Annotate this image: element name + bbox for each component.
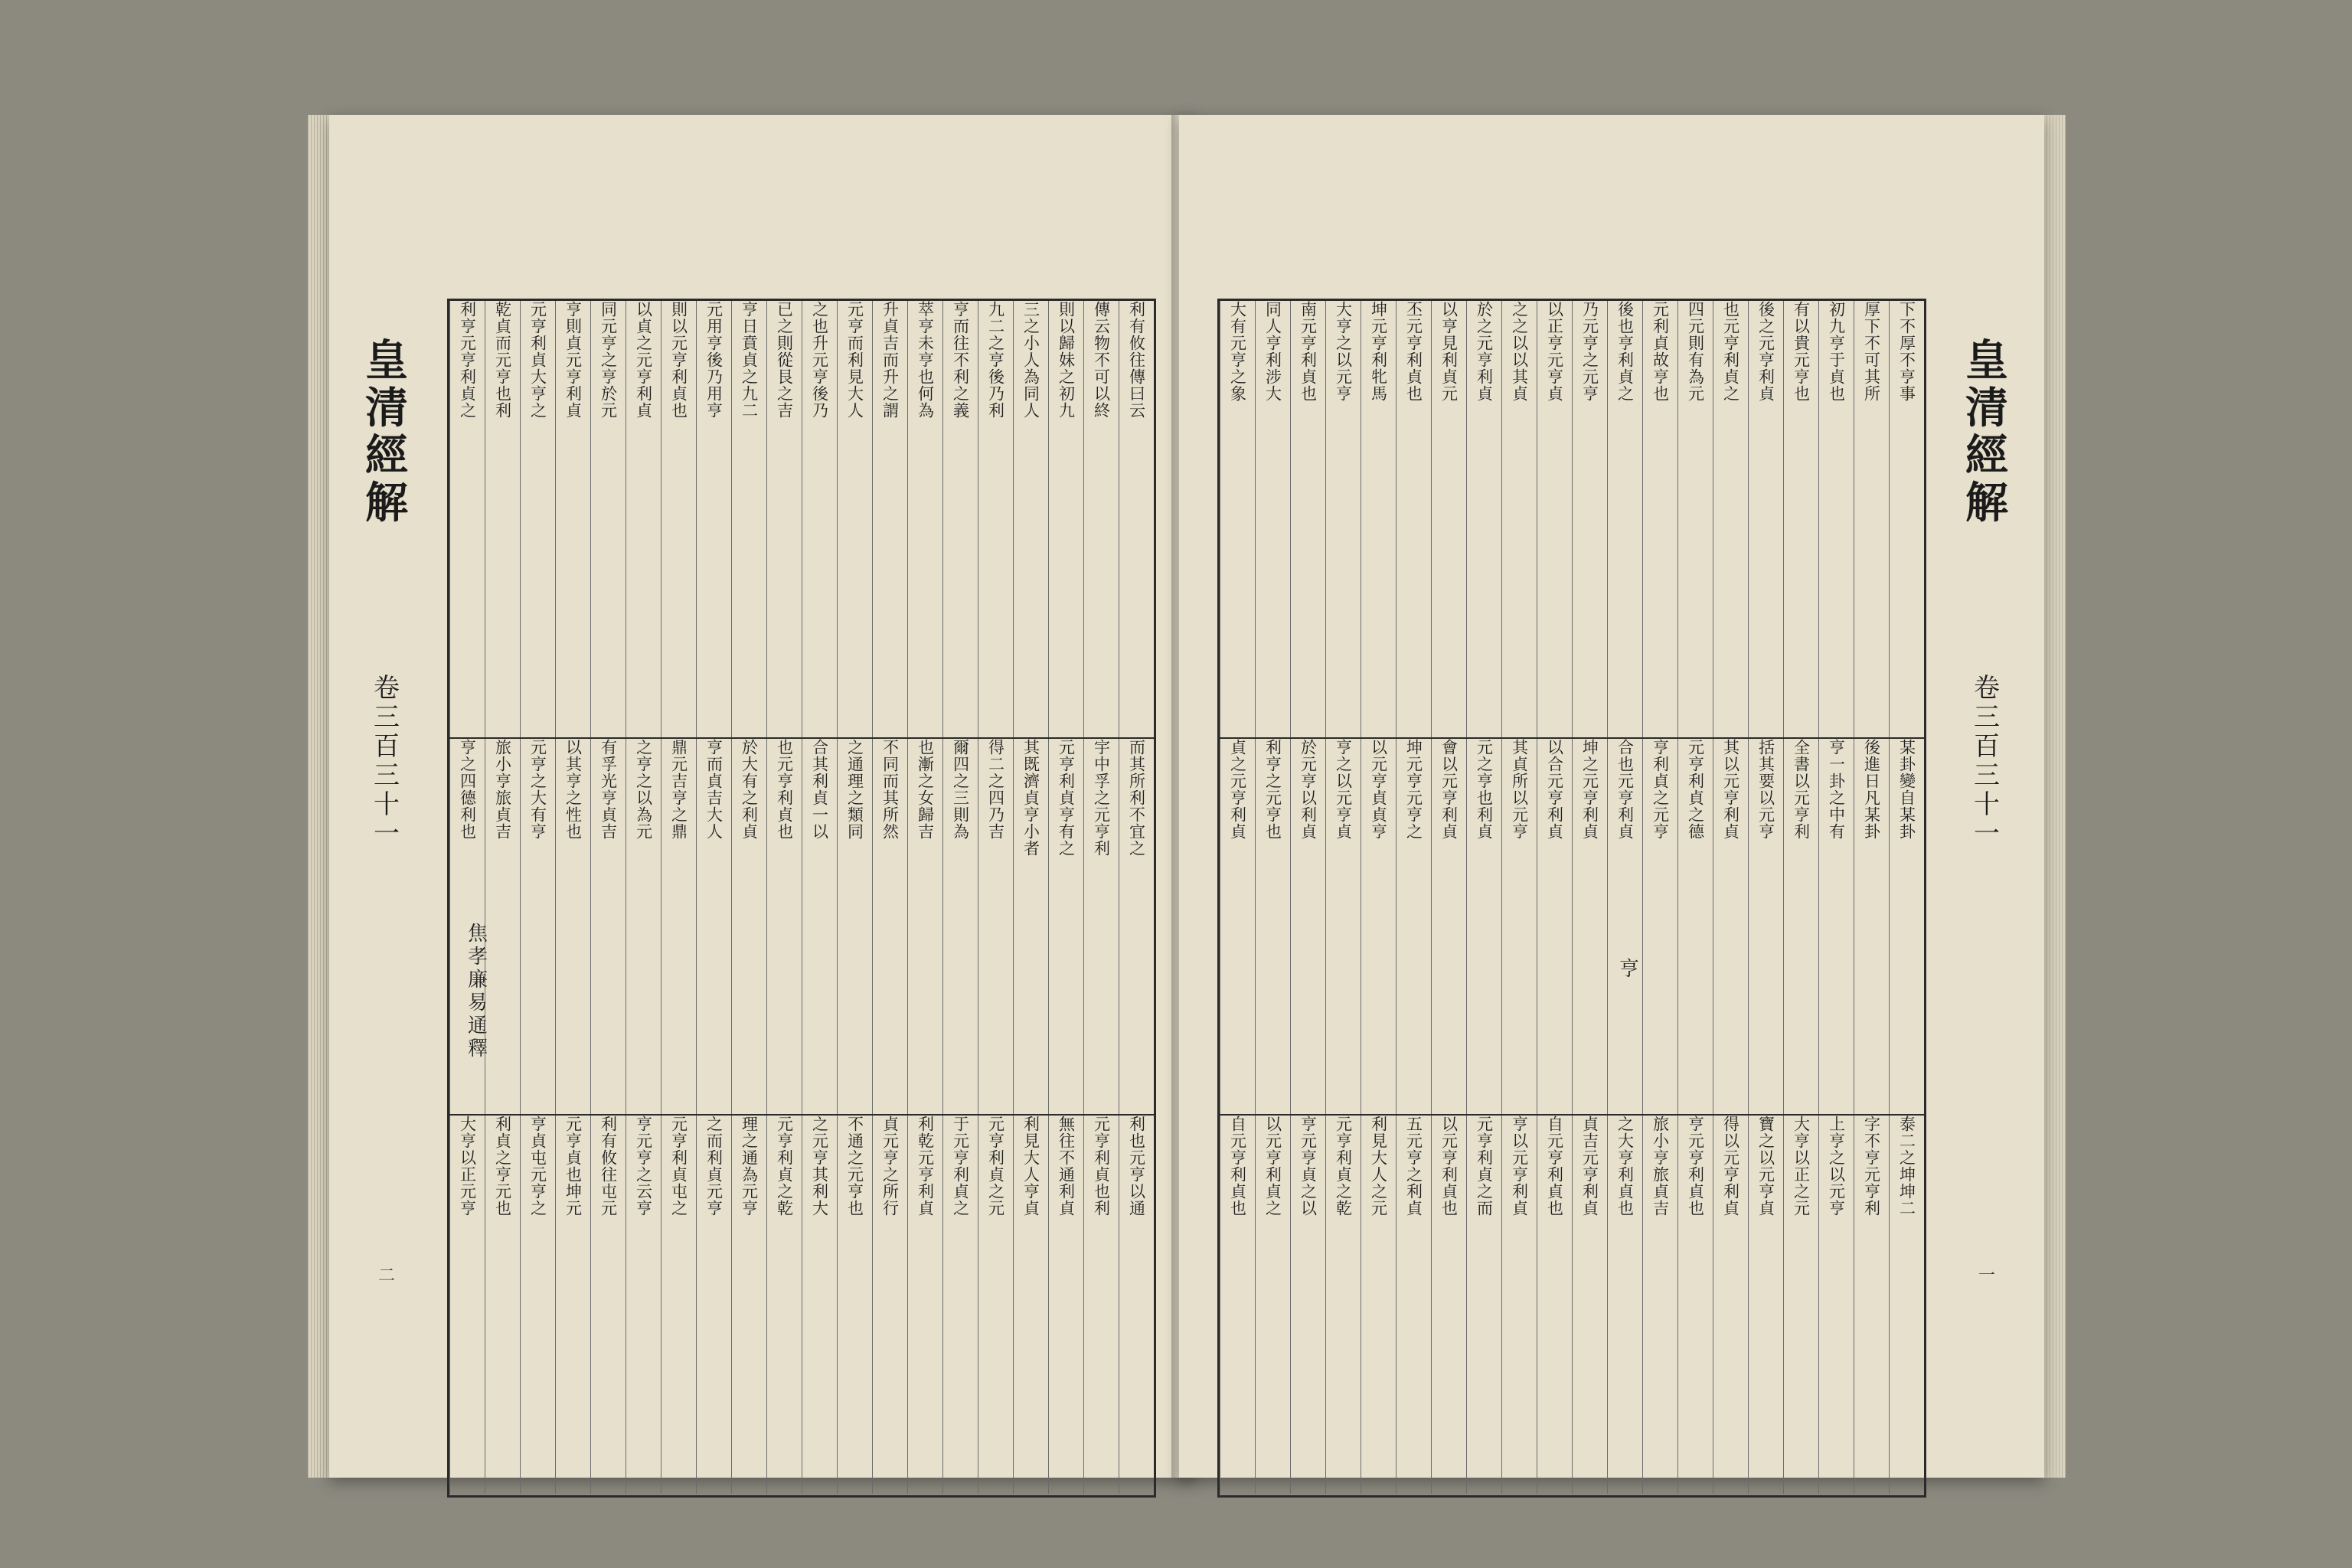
column-text: 利亨之元亨也 — [1263, 739, 1282, 840]
column-text: 括其要以元亨 — [1756, 739, 1775, 840]
column-text: 初九亨于貞也 — [1827, 301, 1846, 402]
text-column — [1748, 739, 1783, 1114]
column-text: 下不厚不亨事 — [1897, 301, 1916, 402]
left-margin-title — [360, 337, 413, 527]
author-char: 孝 — [467, 946, 488, 969]
text-column — [1607, 1116, 1642, 1494]
left-middle-band — [449, 739, 1154, 1116]
right-margin-title — [1960, 337, 2014, 527]
volume-char: 卷 — [1974, 673, 2000, 704]
column-text: 之大亨利貞也 — [1615, 1116, 1635, 1217]
text-column — [1713, 1116, 1748, 1494]
text-column — [485, 301, 520, 737]
text-column — [1818, 739, 1854, 1114]
text-column — [590, 301, 626, 737]
text-column — [1048, 1116, 1083, 1494]
column-text: 坤元亨利牝馬 — [1369, 301, 1388, 402]
text-column — [1501, 301, 1537, 737]
column-text: 于元亨利貞之 — [951, 1116, 970, 1217]
column-text: 貞元亨之所行 — [880, 1116, 900, 1217]
volume-char: 一 — [1974, 818, 2000, 849]
column-text: 元亨利貞也利 — [1092, 1116, 1111, 1217]
column-text: 以亨見利貞元 — [1439, 301, 1459, 402]
column-text: 之亨之以為元 — [634, 739, 653, 840]
column-text: 會以元亨利貞 — [1439, 739, 1459, 840]
volume-char: 一 — [374, 818, 400, 849]
text-column — [1818, 301, 1854, 737]
text-column — [837, 301, 872, 737]
column-text: 亨貞屯元亨之 — [528, 1116, 547, 1217]
column-text: 亨元亨之云亨 — [634, 1116, 653, 1217]
text-column — [1083, 1116, 1119, 1494]
text-column — [907, 301, 942, 737]
column-text: 利貞之亨元也 — [493, 1116, 512, 1217]
text-column — [1361, 1116, 1396, 1494]
volume-char: 百 — [374, 731, 400, 762]
column-text: 元亨貞也坤元 — [564, 1116, 583, 1217]
left-top-band — [449, 301, 1154, 739]
column-text: 自元亨利貞也 — [1545, 1116, 1564, 1217]
title-char: 經 — [1965, 430, 2008, 481]
text-column — [1396, 739, 1431, 1114]
text-column — [520, 1116, 555, 1494]
volume-char: 十 — [374, 789, 400, 820]
column-text: 亨而往不利之義 — [951, 301, 970, 419]
column-text: 有以貴元亨也 — [1792, 301, 1811, 402]
column-text: 大亨之以元亨 — [1334, 301, 1353, 402]
column-text: 後之元亨利貞 — [1756, 301, 1775, 402]
left-page — [329, 115, 1194, 1478]
text-column — [1572, 739, 1607, 1114]
column-text: 以元亨利貞之 — [1263, 1116, 1282, 1217]
text-column — [1537, 739, 1572, 1114]
column-text: 於元亨以利貞 — [1298, 739, 1318, 840]
text-column — [1748, 1116, 1783, 1494]
text-column — [978, 301, 1013, 737]
text-column — [1572, 301, 1607, 737]
text-column — [1220, 1116, 1255, 1494]
column-text: 也元亨利貞也 — [775, 739, 794, 840]
text-column — [590, 1116, 626, 1494]
volume-char: 三 — [374, 702, 400, 733]
column-text: 後進日凡某卦 — [1862, 739, 1881, 840]
column-text: 無往不通利貞 — [1057, 1116, 1076, 1217]
column-text: 有孚光亨貞吉 — [599, 739, 618, 840]
volume-char: 三 — [374, 760, 400, 791]
column-text: 以元亨貞貞亨 — [1369, 739, 1388, 840]
right-middle-band — [1220, 739, 1924, 1116]
title-char: 解 — [1965, 478, 2008, 528]
column-text: 元亨之大有亨 — [528, 739, 547, 840]
text-column — [1083, 301, 1119, 737]
column-text: 於大有之利貞 — [740, 739, 759, 840]
text-column — [978, 739, 1013, 1114]
text-column — [731, 301, 766, 737]
text-column — [1325, 1116, 1361, 1494]
right-top-band — [1220, 301, 1924, 739]
text-column — [485, 739, 520, 1114]
section-heading: 亨 — [1619, 958, 1639, 981]
title-char: 經 — [365, 430, 408, 481]
text-column — [1466, 739, 1501, 1114]
text-column — [1642, 1116, 1677, 1494]
column-text: 則以歸妹之初九 — [1057, 301, 1076, 419]
text-column — [872, 301, 907, 737]
column-text: 已之則從艮之吉 — [775, 301, 794, 419]
column-text: 丕元亨利貞也 — [1404, 301, 1423, 402]
left-bottom-band — [449, 1116, 1154, 1494]
column-text: 合其利貞一以 — [810, 739, 829, 840]
column-text: 萃亨未亨也何為 — [916, 301, 935, 419]
column-text: 利有攸往傳曰云 — [1127, 301, 1146, 419]
column-text: 五元亨之利貞 — [1404, 1116, 1423, 1217]
column-text: 亨之以元亨貞 — [1334, 739, 1353, 840]
text-column — [1325, 301, 1361, 737]
column-text: 理之通為元亨 — [740, 1116, 759, 1217]
text-column — [1642, 739, 1677, 1114]
text-column — [942, 739, 978, 1114]
column-text: 旅小亨旅貞吉 — [1651, 1116, 1670, 1217]
right-page-number: 一 — [1978, 1266, 1995, 1285]
column-text: 利見大人亨貞 — [1021, 1116, 1040, 1217]
column-text: 元亨利貞之乾 — [775, 1116, 794, 1217]
author-char: 通 — [467, 1014, 488, 1037]
text-column — [449, 739, 485, 1114]
text-column — [626, 1116, 661, 1494]
column-text: 利乾元亨利貞 — [916, 1116, 935, 1217]
text-column — [1290, 739, 1325, 1114]
column-text: 也漸之女歸吉 — [916, 739, 935, 840]
column-text: 利見大人之元 — [1369, 1116, 1388, 1217]
text-column — [1361, 739, 1396, 1114]
text-column — [1048, 301, 1083, 737]
text-column — [837, 739, 872, 1114]
text-column — [1119, 301, 1154, 737]
column-text: 元亨利貞之乾 — [1334, 1116, 1353, 1217]
text-column — [1396, 301, 1431, 737]
text-column — [837, 1116, 872, 1494]
text-column — [1783, 1116, 1818, 1494]
text-column — [1083, 739, 1119, 1114]
text-column — [1818, 1116, 1854, 1494]
column-text: 其貞所以元亨 — [1510, 739, 1529, 840]
text-column — [1783, 301, 1818, 737]
column-text: 上亨之以元亨 — [1827, 1116, 1846, 1217]
title-char: 清 — [365, 383, 408, 433]
title-char: 皇 — [1965, 335, 2008, 386]
title-char: 解 — [365, 478, 408, 528]
column-text: 元亨利貞大亨之 — [528, 301, 547, 419]
column-text: 四元則有為元 — [1686, 301, 1705, 402]
column-text: 乃元亨之元亨 — [1580, 301, 1599, 402]
column-text: 得二之四乃吉 — [986, 739, 1005, 840]
column-text: 鼎元吉亨之鼎 — [669, 739, 688, 840]
text-column — [1677, 739, 1713, 1114]
text-column — [1431, 301, 1466, 737]
text-column — [1572, 1116, 1607, 1494]
text-column — [1607, 739, 1642, 1114]
text-column — [555, 739, 590, 1114]
column-text: 寶之以元亨貞 — [1756, 1116, 1775, 1217]
column-text: 元利貞故亨也 — [1651, 301, 1670, 402]
column-text: 厚下不可其所 — [1862, 301, 1881, 402]
text-column — [1677, 1116, 1713, 1494]
text-column — [802, 1116, 837, 1494]
text-column — [590, 739, 626, 1114]
text-column — [696, 1116, 731, 1494]
column-text: 不同而其所然 — [880, 739, 900, 840]
volume-char: 十 — [1974, 789, 2000, 820]
text-column — [696, 301, 731, 737]
text-column — [802, 301, 837, 737]
column-text: 也元亨利貞之 — [1721, 301, 1740, 402]
column-text: 利亨元亨利貞之 — [458, 301, 477, 419]
column-text: 以正亨元亨貞 — [1545, 301, 1564, 402]
column-text: 而其所利不宜之 — [1127, 739, 1146, 857]
column-text: 爾四之三則為 — [951, 739, 970, 840]
text-column — [626, 739, 661, 1114]
text-column — [766, 1116, 802, 1494]
right-bottom-band — [1220, 1116, 1924, 1494]
volume-char: 三 — [1974, 702, 2000, 733]
column-text: 以其亨之性也 — [564, 739, 583, 840]
text-column — [1854, 301, 1889, 737]
column-text: 貞之元亨利貞 — [1228, 739, 1247, 840]
text-column — [1255, 1116, 1290, 1494]
column-text: 元亨利貞屯之 — [669, 1116, 688, 1217]
volume-char: 百 — [1974, 731, 2000, 762]
column-text: 泰二之坤坤二 — [1897, 1116, 1916, 1217]
text-column — [907, 739, 942, 1114]
column-text: 貞吉元亨利貞 — [1580, 1116, 1599, 1217]
text-column — [731, 739, 766, 1114]
text-column — [1889, 301, 1924, 737]
text-column — [1713, 739, 1748, 1114]
text-column — [1501, 1116, 1537, 1494]
text-column — [555, 301, 590, 737]
column-text: 同人亨利涉大 — [1263, 301, 1282, 402]
text-column — [661, 301, 696, 737]
author-char: 釋 — [467, 1037, 488, 1060]
title-char: 皇 — [365, 335, 408, 386]
text-column — [1466, 301, 1501, 737]
column-text: 利也元亨以通 — [1127, 1116, 1146, 1217]
column-text: 元之亨也利貞 — [1475, 739, 1494, 840]
text-column — [731, 1116, 766, 1494]
column-text: 大有元亨之象 — [1228, 301, 1247, 402]
text-column — [1361, 301, 1396, 737]
text-column — [872, 1116, 907, 1494]
volume-char: 卷 — [374, 673, 400, 704]
text-column — [1677, 301, 1713, 737]
text-column — [1854, 1116, 1889, 1494]
left-text-block — [447, 299, 1156, 1498]
text-column — [766, 301, 802, 737]
text-column — [1537, 1116, 1572, 1494]
column-text: 於之元亨利貞 — [1475, 301, 1494, 402]
column-text: 之通理之類同 — [845, 739, 864, 840]
text-column — [1013, 301, 1048, 737]
text-column — [1290, 1116, 1325, 1494]
text-column — [520, 301, 555, 737]
column-text: 則以元亨利貞也 — [669, 301, 688, 419]
column-text: 元用亨後乃用亨 — [704, 301, 724, 419]
column-text: 得以元亨利貞 — [1721, 1116, 1740, 1217]
text-column — [555, 1116, 590, 1494]
column-text: 亨元亨利貞也 — [1686, 1116, 1705, 1217]
column-text: 升貞吉而升之謂 — [880, 301, 900, 419]
column-text: 同元亨之亨於元 — [599, 301, 618, 419]
column-text: 以元亨利貞也 — [1439, 1116, 1459, 1217]
text-column — [802, 739, 837, 1114]
column-text: 元亨利貞之元 — [986, 1116, 1005, 1217]
column-text: 元亨而利見大人 — [845, 301, 864, 419]
column-text: 元亨利貞亨有之 — [1057, 739, 1076, 857]
column-text: 大亨以正之元 — [1792, 1116, 1811, 1217]
column-text: 以合元亨利貞 — [1545, 739, 1564, 840]
column-text: 南元亨利貞也 — [1298, 301, 1318, 402]
text-column — [449, 1116, 485, 1494]
text-column — [1854, 739, 1889, 1114]
text-column — [942, 301, 978, 737]
text-column — [1013, 739, 1048, 1114]
column-text: 坤之元亨利貞 — [1580, 739, 1599, 840]
text-column — [1501, 739, 1537, 1114]
author-char: 焦 — [467, 923, 488, 946]
text-column — [1431, 739, 1466, 1114]
column-text: 九二之亨後乃利 — [986, 301, 1005, 419]
text-column — [1290, 301, 1325, 737]
column-text: 亨日賁貞之九二 — [740, 301, 759, 419]
text-column — [1642, 301, 1677, 737]
column-text: 宇中孚之元亨利 — [1092, 739, 1111, 857]
text-column — [696, 739, 731, 1114]
text-column — [1713, 301, 1748, 737]
text-column — [449, 301, 485, 737]
text-column — [1396, 1116, 1431, 1494]
column-text: 三之小人為同人 — [1021, 301, 1040, 419]
right-page-edges — [2044, 115, 2066, 1478]
text-column — [766, 739, 802, 1114]
text-column — [872, 739, 907, 1114]
text-column — [626, 301, 661, 737]
column-text: 旅小亨旅貞吉 — [493, 739, 512, 840]
column-text: 亨一卦之中有 — [1827, 739, 1846, 840]
column-text: 亨元亨貞之以 — [1298, 1116, 1318, 1217]
text-column — [520, 739, 555, 1114]
text-column — [1048, 739, 1083, 1114]
text-column — [1119, 1116, 1154, 1494]
column-text: 亨則貞元亨利貞 — [564, 301, 583, 419]
column-text: 元亨利貞之德 — [1686, 739, 1705, 840]
text-column — [661, 1116, 696, 1494]
column-text: 之而利貞元亨 — [704, 1116, 724, 1217]
text-column — [1255, 739, 1290, 1114]
column-text: 乾貞而元亨也利 — [493, 301, 512, 419]
column-text: 合也元亨利貞 — [1615, 739, 1635, 840]
text-column — [1748, 301, 1783, 737]
text-column — [1783, 739, 1818, 1114]
text-column — [1220, 739, 1255, 1114]
column-text: 亨之四德利也 — [458, 739, 477, 840]
left-page-edges — [308, 115, 329, 1478]
text-column — [1889, 739, 1924, 1114]
column-text: 利有攸往屯元 — [599, 1116, 618, 1217]
right-text-block — [1217, 299, 1926, 1498]
text-column — [1325, 739, 1361, 1114]
column-text: 元亨利貞之而 — [1475, 1116, 1494, 1217]
text-column — [1255, 301, 1290, 737]
column-text: 其以元亨利貞 — [1721, 739, 1740, 840]
column-text: 全書以元亨利 — [1792, 739, 1811, 840]
text-column — [907, 1116, 942, 1494]
column-text: 不通之元亨也 — [845, 1116, 864, 1217]
right-volume-label — [1960, 674, 2014, 848]
text-column — [661, 739, 696, 1114]
column-text: 某卦變自某卦 — [1897, 739, 1916, 840]
text-column — [1607, 301, 1642, 737]
text-column — [1889, 1116, 1924, 1494]
author-char: 廉 — [467, 969, 488, 991]
column-text: 之也升元亨後乃 — [810, 301, 829, 419]
column-text: 字不亨元亨利 — [1862, 1116, 1881, 1217]
column-text: 坤元亨元亨之 — [1404, 739, 1423, 840]
column-text: 以貞之元亨利貞 — [634, 301, 653, 419]
column-text: 亨利貞之元亨 — [1651, 739, 1670, 840]
text-column — [1466, 1116, 1501, 1494]
text-column — [978, 1116, 1013, 1494]
volume-char: 三 — [1974, 760, 2000, 791]
title-char: 清 — [1965, 383, 2008, 433]
text-column — [1013, 1116, 1048, 1494]
text-column — [1220, 301, 1255, 737]
left-page-number: 二 — [377, 1266, 395, 1285]
author-char: 易 — [467, 991, 488, 1014]
column-text: 之之以以其貞 — [1510, 301, 1529, 402]
right-page — [1179, 115, 2044, 1478]
column-text: 後也亨利貞之 — [1615, 301, 1635, 402]
text-column — [942, 1116, 978, 1494]
text-column — [1119, 739, 1154, 1114]
text-column — [1537, 301, 1572, 737]
column-text: 其既濟貞亨小者 — [1021, 739, 1040, 857]
column-text: 傳云物不可以終 — [1092, 301, 1111, 419]
left-volume-label — [360, 674, 413, 848]
text-column — [485, 1116, 520, 1494]
column-text: 大亨以正元亨 — [458, 1116, 477, 1217]
column-text: 之元亨其利大 — [810, 1116, 829, 1217]
column-text: 自元亨利貞也 — [1228, 1116, 1247, 1217]
column-text: 亨以元亨利貞 — [1510, 1116, 1529, 1217]
text-column — [1431, 1116, 1466, 1494]
column-text: 亨而貞吉大人 — [704, 739, 724, 840]
